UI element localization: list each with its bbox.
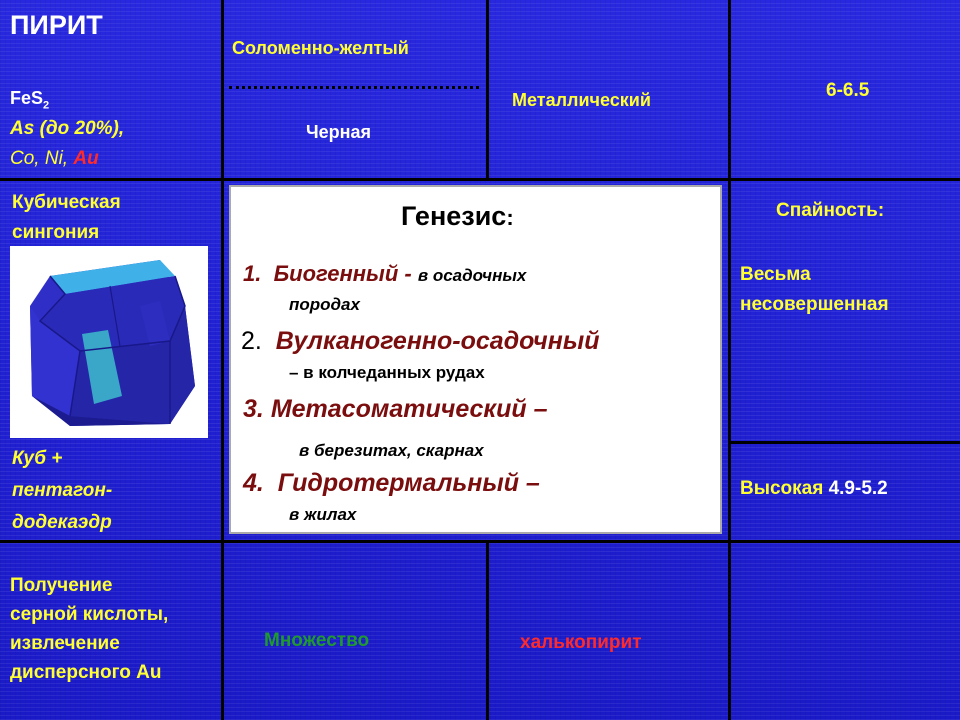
genesis-item-3-main: Метасоматический – [270,395,548,423]
deposits-value: Множество [264,630,370,651]
cleavage-label: Спайность: [776,200,885,221]
cleavage-line1: Весьма [740,264,811,285]
usage-line4: дисперсного Au [10,662,162,683]
impurity-gold: Au [73,148,99,169]
genesis-title [401,201,514,232]
grid-vline-4 [486,541,489,720]
genesis-item-2 [241,327,599,356]
genesis-item-4-num: 4. [243,469,264,497]
impurity-prefix: Co, Ni, [10,148,74,169]
grid-vline-3 [728,0,731,720]
syngony-line1: Кубическая [12,192,121,213]
genesis-item-3-small: в березитах, скарнах [299,441,484,460]
genesis-item-1-small: в осадочных [417,266,527,285]
formula-subscript: 2 [43,99,50,112]
genesis-item-4 [243,469,540,498]
usage-line1: Получение [10,575,113,596]
genesis-item-3-num: 3. [243,395,264,423]
cleavage-line2: несовершенная [740,294,889,315]
grid-hline-2 [0,540,960,543]
density-number: 4.9-5.2 [828,478,888,499]
grid-hline-1 [0,178,960,181]
formula-base: FeS [10,88,44,108]
usage-line2: серной кислоты, [10,604,169,625]
syngony-line2: сингония [12,222,100,243]
luster-value: Металлический [512,90,651,110]
density-value [740,478,888,500]
impurity-metals [10,148,99,170]
density-label: Высокая [740,478,824,499]
grid-vline-1 [221,0,224,720]
genesis-item-4-small: в жилах [289,505,357,524]
genesis-item-2-main: Вулканогенно-осадочный [275,327,600,355]
streak-top: Соломенно-желтый [232,38,409,58]
crystal-image [10,246,208,438]
grid-vline-2 [486,0,489,180]
genesis-item-1 [243,261,526,287]
genesis-title-text: Генезис [401,201,507,231]
genesis-item-1-main: Биогенный - [273,261,418,286]
streak-bottom: Черная [306,122,372,142]
hardness-value: 6-6.5 [826,80,870,101]
habit-line1: Куб + [12,448,63,469]
grid-hline-3 [729,441,960,444]
mineral-name: ПИРИТ [10,10,103,40]
pyrite-crystal-icon [10,246,208,438]
streak-divider [229,86,479,89]
habit-line2: пентагон- [12,480,113,501]
habit-line3: додекаэдр [12,512,112,533]
impurity-arsenic: As (до 20%), [10,118,125,139]
genesis-item-1-small2: породах [289,295,360,314]
usage-line3: извлечение [10,633,120,654]
genesis-box [229,185,722,534]
similar-mineral: халькопирит [520,632,642,653]
genesis-title-colon: : [506,205,514,230]
genesis-item-4-main: Гидротермальный – [277,469,540,497]
genesis-item-2-small: – в колчеданных рудах [289,363,485,382]
chemical-formula [10,88,49,112]
genesis-item-2-num: 2. [241,327,262,355]
genesis-item-1-num: 1. [243,261,262,286]
genesis-item-3 [243,395,548,424]
